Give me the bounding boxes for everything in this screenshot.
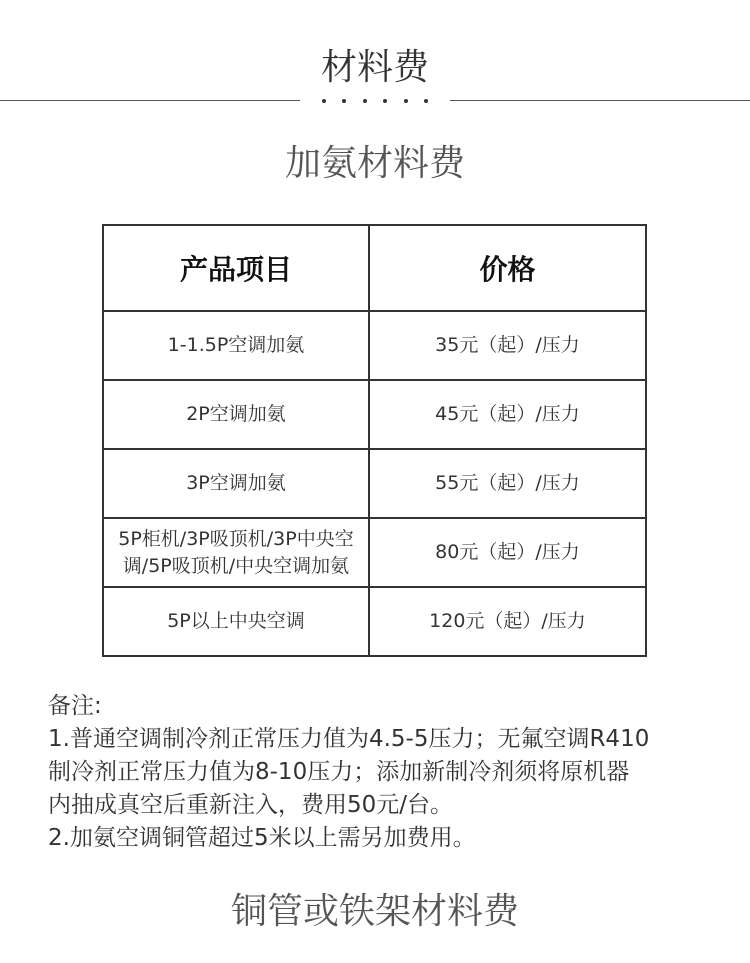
table-cell-item: 2P空调加氨 [103,380,369,449]
header-dot [383,99,387,103]
page-title: 材料费 [320,47,429,88]
table-cell-price: 120元（起）/压力 [369,587,646,656]
table-row [103,449,646,518]
price-table [102,224,647,657]
table-cell-price: 45元（起）/压力 [369,380,646,449]
header-dot [424,99,428,103]
table-header-price: 价格 [369,225,646,311]
table-cell-item: 5P柜机/3P吸顶机/3P中央空调/5P吸顶机/中央空调加氨 [103,518,369,587]
section-title-copper: 铜管或铁架材料费 [230,891,519,932]
header-dot [322,99,326,103]
table-header-row [103,225,646,311]
table-cell-item: 3P空调加氨 [103,449,369,518]
header-dot [342,99,346,103]
header-divider-left [0,100,300,101]
notes-label: 备注: [48,693,102,719]
header-dot [404,99,408,103]
notes-block [48,690,728,855]
header-dots [322,96,428,106]
notes-line: 内抽成真空后重新注入，费用50元/台。 [48,792,454,818]
notes-line: 制冷剂正常压力值为8-10压力；添加新制冷剂须将原机器 [48,759,630,785]
table-row [103,587,646,656]
table-row [103,311,646,380]
table-header-item: 产品项目 [103,225,369,311]
section-title-ammonia: 加氨材料费 [284,143,465,184]
table-row [103,518,646,587]
table-cell-item: 1-1.5P空调加氨 [103,311,369,380]
header-divider-right [450,100,750,101]
table-cell-price: 80元（起）/压力 [369,518,646,587]
table-row [103,380,646,449]
table-cell-price: 55元（起）/压力 [369,449,646,518]
notes-line: 1.普通空调制冷剂正常压力值为4.5-5压力；无氟空调R410 [48,726,650,752]
header-dot [363,99,367,103]
notes-line: 2.加氨空调铜管超过5米以上需另加费用。 [48,825,476,851]
table-cell-item: 5P以上中央空调 [103,587,369,656]
table-cell-price: 35元（起）/压力 [369,311,646,380]
